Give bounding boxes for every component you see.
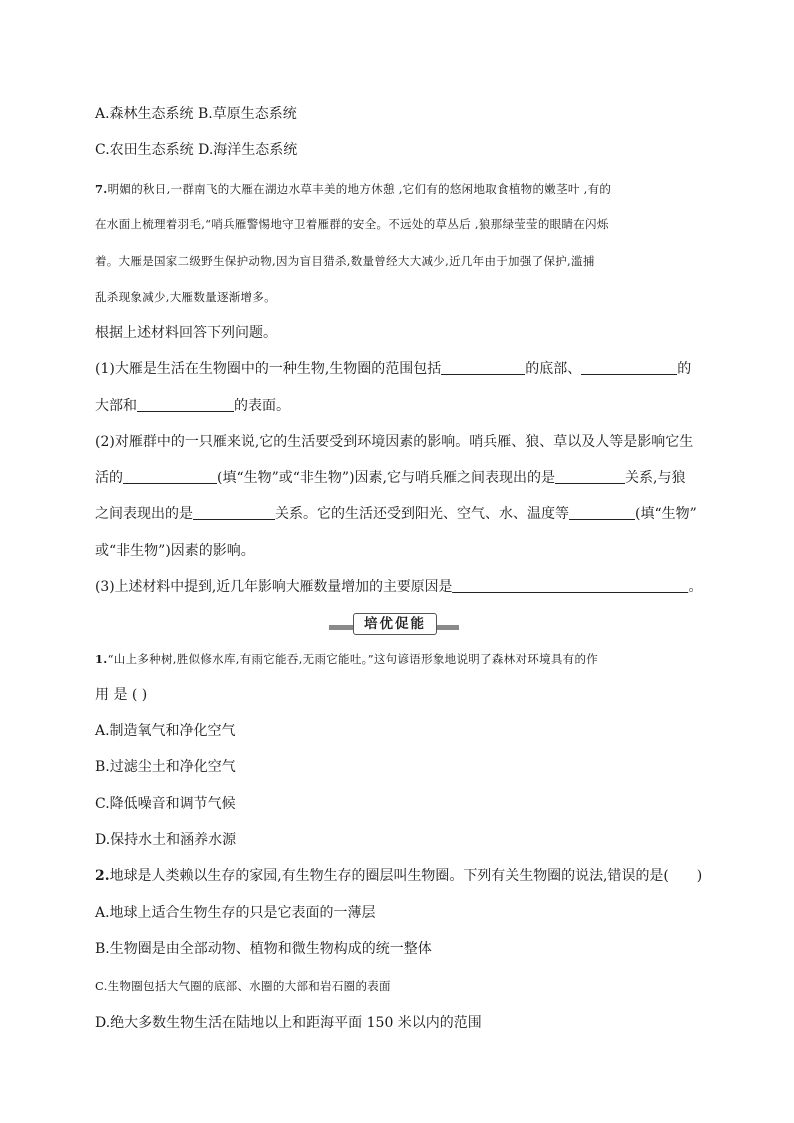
q2-stem (95, 867, 702, 885)
q7-material-line-2: 在水面上梳理着羽毛,“哨兵雁警惕地守卫着雁群的安全。不远处的草丛后 ,狼那绿莹莹的眼睛在闪烁 (95, 217, 609, 231)
prev-question-options-cd: C.农田生态系统 D.海洋生态系统 (95, 142, 298, 158)
q2-number: 2. (95, 868, 110, 884)
q7-material-line-1 (95, 180, 611, 198)
q1-stem-text-1: “山上多种树,胜似修水库,有雨它能吞,无雨它能吐。”这句谚语形象地说明了森林对环境具有的作 (107, 652, 599, 666)
q2-option-c: C.生物圈包括大气圈的底部、水圈的大部和岩石圈的表面 (95, 979, 391, 993)
q7-part1-blank-3[interactable] (137, 397, 234, 412)
q7-part1-text-e: 的表面。 (234, 398, 290, 414)
q7-part2-text-e: 之间表现出的是 (95, 506, 193, 522)
q1-option-b: B.过滤尘土和净化空气 (95, 759, 236, 775)
q1-stem-line-1 (95, 650, 598, 668)
q7-part2-blank-2[interactable] (555, 469, 625, 484)
q7-material-text-1: 明媚的秋日,一群南飞的大雁在湖边水草丰美的地方休憩 ,它们有的悠闲地取食植物的嫩茎叶 ,有的 (107, 182, 612, 196)
q1-option-c: C.降低噪音和调节气候 (95, 796, 236, 812)
q2-option-a: A.地球上适合生物生存的只是它表面的一薄层 (95, 905, 376, 921)
q7-material-line-3: 着。大雁是国家二级野生保护动物,因为盲目猎杀,数量曾经大大减少,近几年由于加强了保护,滥捕 (95, 254, 595, 268)
q7-number: 7. (95, 182, 108, 196)
q7-part3-line (95, 578, 702, 596)
q1-stem-line-2: 用 是 ( ) (95, 687, 148, 703)
q7-part1-text-b: 的底部、 (525, 361, 582, 377)
q7-instruction: 根据上述材料回答下列问题。 (95, 325, 277, 341)
q1-number: 1. (95, 652, 108, 666)
q7-part1-text-d: 大部和 (95, 398, 137, 414)
q7-part2-blank-3[interactable] (193, 505, 275, 520)
q7-part2-line-1: (2)对雁群中的一只雁来说,它的生活要受到环境因素的影响。哨兵雁、狼、草以及人等是影响它生 (95, 434, 694, 450)
q7-part2-blank-1[interactable] (123, 469, 217, 484)
q7-part3-text-b: 。 (688, 579, 703, 595)
q1-option-a: A.制造氧气和净化空气 (95, 723, 236, 739)
prev-question-options-ab: A.森林生态系统 B.草原生态系统 (95, 106, 297, 122)
q2-option-d: D.绝大多数生物生活在陆地以上和距海平面 150 米以内的范围 (95, 1015, 482, 1031)
q7-material-line-4: 乱杀现象减少,大雁数量逐渐增多。 (95, 290, 276, 304)
q7-part2-line-4: 或“非生物”)因素的影响。 (95, 543, 255, 559)
q7-part2-line-2 (95, 469, 685, 487)
q7-part2-text-b: 活的 (95, 470, 123, 486)
q7-part2-blank-4[interactable] (569, 505, 635, 520)
q7-part3-text-a: (3)上述材料中提到,近几年影响大雁数量增加的主要原因是 (95, 579, 453, 595)
q7-part1-text-c: 的 (677, 361, 692, 377)
q2-option-b: B.生物圈是由全部动物、植物和微生物构成的统一整体 (95, 941, 432, 957)
q7-part2-text-g: (填“生物” (635, 506, 697, 522)
q7-part2-text-f: 关系。它的生活还受到阳光、空气、水、温度等 (275, 506, 569, 522)
section-banner (329, 612, 459, 634)
q7-part2-line-3 (95, 505, 697, 523)
q2-stem-text: 地球是人类赖以生存的家园,有生物生存的圈层叫生物圈。下列有关生物圈的说法,错误的是( ) (109, 868, 703, 884)
q7-part1-text-a: (1)大雁是生活在生物圈中的一种生物,生物圈的范围包括 (95, 361, 442, 377)
q7-part1-line-1 (95, 360, 691, 378)
q7-part1-blank-2[interactable] (581, 360, 677, 375)
section-banner-title: 培优促能 (353, 613, 437, 635)
q7-part3-blank[interactable] (452, 578, 688, 593)
q7-part1-line-2 (95, 397, 290, 415)
q7-part1-blank-1[interactable] (441, 360, 525, 375)
q1-option-d: D.保持水土和涵养水源 (95, 832, 237, 848)
q7-part2-text-c: (填“生物”或“非生物”)因素,它与哨兵雁之间表现出的是 (217, 470, 556, 486)
q7-part2-text-d: 关系,与狼 (625, 470, 686, 486)
